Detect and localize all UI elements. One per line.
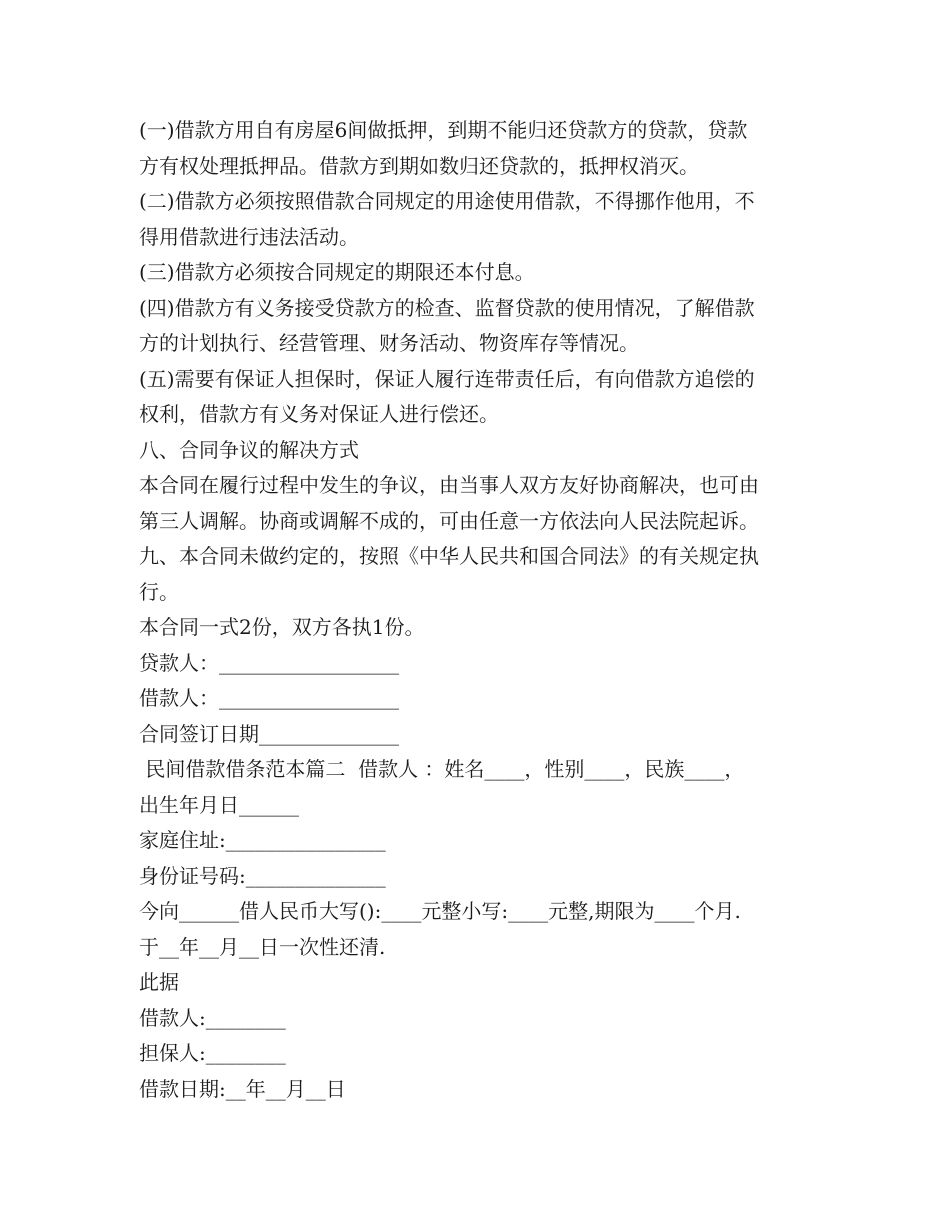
section-heading: 九、本合同未做约定的，按照《中华人民共和国合同法》的有关规定执: [139, 544, 759, 568]
text-line: 得用借款进行违法活动。: [139, 224, 359, 249]
text-line: (一)借款方用自有房屋6间做抵押，到期不能归还贷款方的贷款，贷款: [139, 118, 748, 142]
text-line: (二)借款方必须按照借款合同规定的用途使用借款，不得挪作他用，不: [139, 189, 755, 213]
document-body: [139, 113, 819, 1107]
text-line: 权利，借款方有义务对保证人进行偿还。: [139, 402, 499, 426]
text-line: 方有权处理抵押品。借款方到期如数归还贷款的，抵押权消灭。: [139, 153, 699, 178]
loan-amount-line: 今向______借人民币大写():____元整小写:____元整,期限为____个月.: [139, 899, 741, 923]
section-heading: 八、合同争议的解决方式: [139, 437, 359, 462]
birth-date-line: 出生年月日______: [139, 792, 299, 817]
text-line: 此据: [139, 970, 179, 994]
address-line: 家庭住址:________________: [139, 828, 386, 852]
text-line: 本合同一式2份，双方各执1份。: [139, 615, 425, 639]
text-line: 第三人调解。协商或调解不成的，可由任意一方依法向人民法院起诉。: [139, 508, 759, 533]
text-line: 本合同在履行过程中发生的争议，由当事人双方友好协商解决，也可由: [139, 473, 759, 497]
lender-signature-line: 贷款人：__________________: [139, 650, 399, 675]
text-line: (五)需要有保证人担保时，保证人履行连带责任后，有向借款方追偿的: [139, 366, 755, 391]
text-line: 行。: [139, 579, 179, 604]
borrower-line: 借款人:________: [139, 1005, 286, 1030]
repayment-date-line: 于__年__月__日一次性还清.: [139, 934, 386, 959]
loan-date-line: 借款日期:__年__月__日: [139, 1076, 346, 1101]
guarantor-line: 担保人:________: [139, 1041, 286, 1065]
text-line: (四)借款方有义务接受贷款方的检查、监督贷款的使用情况，了解借款: [139, 295, 755, 320]
text-line: (三)借款方必须按合同规定的期限还本付息。: [139, 260, 535, 284]
borrower-signature-line: 借款人：__________________: [139, 686, 399, 710]
signing-date-line: 合同签订日期______________: [139, 721, 399, 746]
id-number-line: 身份证号码:______________: [139, 863, 386, 888]
iou-header-line: 民间借款借条范本篇二 借款人 ：姓名____，性别____，民族____，: [139, 757, 745, 781]
text-line: 方的计划执行、经营管理、财务活动、物资库存等情况。: [139, 331, 639, 355]
